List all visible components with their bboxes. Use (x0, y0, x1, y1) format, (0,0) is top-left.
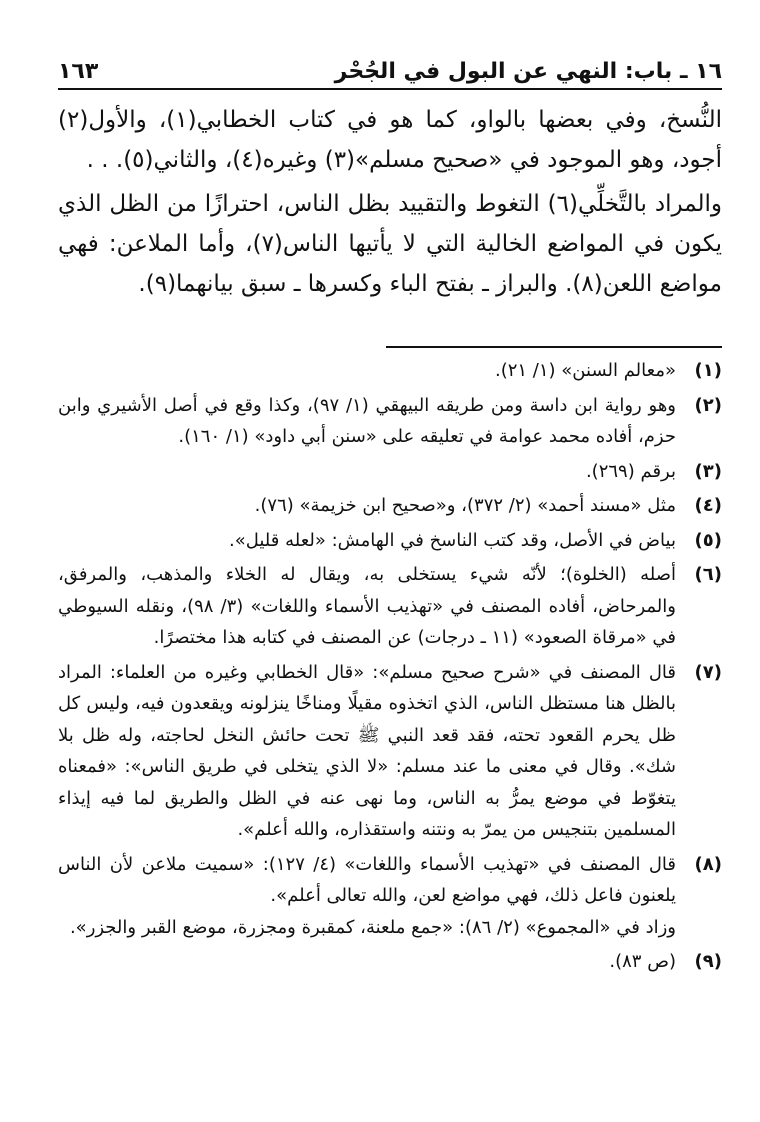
footnote-text (58, 559, 676, 654)
footnote-number: (٧) (694, 661, 722, 683)
footnote (58, 657, 722, 846)
footnote (58, 390, 722, 453)
footnote-number: (٣) (694, 460, 722, 482)
footnote (58, 559, 722, 654)
footnote (58, 456, 722, 488)
footnote-text (58, 849, 676, 944)
footnote (58, 490, 722, 522)
footnote-paragraph: بياض في الأصل، وقد كتب الناسخ في الهامش: «لعله قليل». (229, 529, 676, 551)
running-title: ١٦ ـ باب: النهي عن البول في الجُحْر (334, 59, 722, 84)
footnote-text (58, 390, 676, 453)
footnote-paragraph: وهو رواية ابن داسة ومن طريقه البيهقي (١/ ٩٧)، وكذا وقع في أصل الأشيري وابن حزم، أفاده محمد عوامة في تعليقه على «سنن أبي داود» (١/ ١٦٠). (58, 394, 677, 447)
footnote (58, 525, 722, 557)
footnote (58, 849, 722, 944)
footnote (58, 355, 722, 387)
footnote-text (58, 456, 676, 488)
main-paragraph-2: والمراد بالتَّخلِّي(٦) التغوط والتقييد بظل الناس، احترازًا من الظل الذي يكون في المواضع الخالية التي لا يأتيها الناس(٧)، وأما الملاعن: فهي مواضع اللعن(٨). والبراز ـ بفتح الباء وكسرها ـ سبق بيانهما(٩). (58, 191, 722, 297)
footnote-paragraph: (ص ٨٣). (609, 951, 676, 972)
page-header (58, 52, 722, 84)
footnotes-section (58, 355, 722, 981)
footnote-text (58, 490, 676, 522)
footnote-paragraph: أصله (الخلوة)؛ لأنّه شيء يستخلى به، ويقال له الخلاء والمذهب، والمرفق، والمرحاض، أفاده المصنف في «تهذيب الأسماء واللغات» (٣/ ٩٨)، ونقله السيوطي في «مرقاة الصعود» (١١ ـ درجات) عن المصنف في كتابه هذا مختصرًا. (58, 564, 676, 648)
footnotes-divider (386, 346, 722, 348)
footnote-text (58, 657, 676, 846)
footnote-paragraph: مثل «مسند أحمد» (٢/ ٣٧٢)، و«صحيح ابن خزيمة» (٧٦). (254, 495, 676, 516)
footnote-number: (٤) (694, 495, 722, 516)
main-paragraph-1: النُّسخ، وفي بعضها بالواو، كما هو في كتاب الخطابي(١)، والأول(٢) أجود، وهو الموجود في «صحيح مسلم»(٣) وغيره(٤)، والثاني(٥). . . (58, 107, 722, 173)
footnote-number: (١) (694, 360, 722, 381)
footnote-paragraph: قال المصنف في «تهذيب الأسماء واللغات» (٤/ ١٢٧): «سميت ملاعن لأن الناس يلعنون فاعل ذلك، فهي مواضع لعن، والله تعالى أعلم». (58, 853, 676, 906)
footnote-paragraph: برقم (٢٦٩). (585, 460, 676, 482)
footnote-text (58, 946, 676, 978)
header-divider (58, 88, 722, 90)
main-text (58, 100, 722, 308)
footnote-text (58, 355, 676, 387)
footnote (58, 946, 722, 978)
footnote-number: (٦) (694, 564, 722, 585)
footnote-number: (٨) (694, 853, 722, 875)
footnote-text (58, 525, 676, 557)
footnote-number: (٥) (694, 529, 722, 551)
footnote-number: (٩) (694, 951, 722, 972)
footnote-paragraph: «معالم السنن» (١/ ٢١). (494, 360, 676, 381)
footnote-paragraph: وزاد في «المجموع» (٢/ ٨٦): «جمع ملعنة، كمقبرة ومجزرة، موضع القبر والجزر». (69, 916, 676, 938)
footnote-paragraph: قال المصنف في «شرح صحيح مسلم»: «قال الخطابي وغيره من العلماء: المراد بالظل هنا مستظل الناس، الذي اتخذوه مقيلًا ومناخًا ينزلونه ويقعدون فيه، وليس كل ظل يحرم القعود تحته، فقد قعد النبي ﷺ تحت حائش النخل لحاجته، وله ظل بلا شك». وقال في معنى ما عند مسلم: «لا الذي يتخلى في طريق الناس»: «فمعناه يتغوّط في موضع يمرُّ به الناس، وما نهى عنه في الظل والطريق لما فيه إيذاء المسلمين بتنجيس من يمرّ به ونتنه واستقذاره، والله أعلم». (58, 661, 676, 840)
footnote-number: (٢) (694, 394, 722, 416)
page-number: ١٦٣ (58, 59, 99, 84)
